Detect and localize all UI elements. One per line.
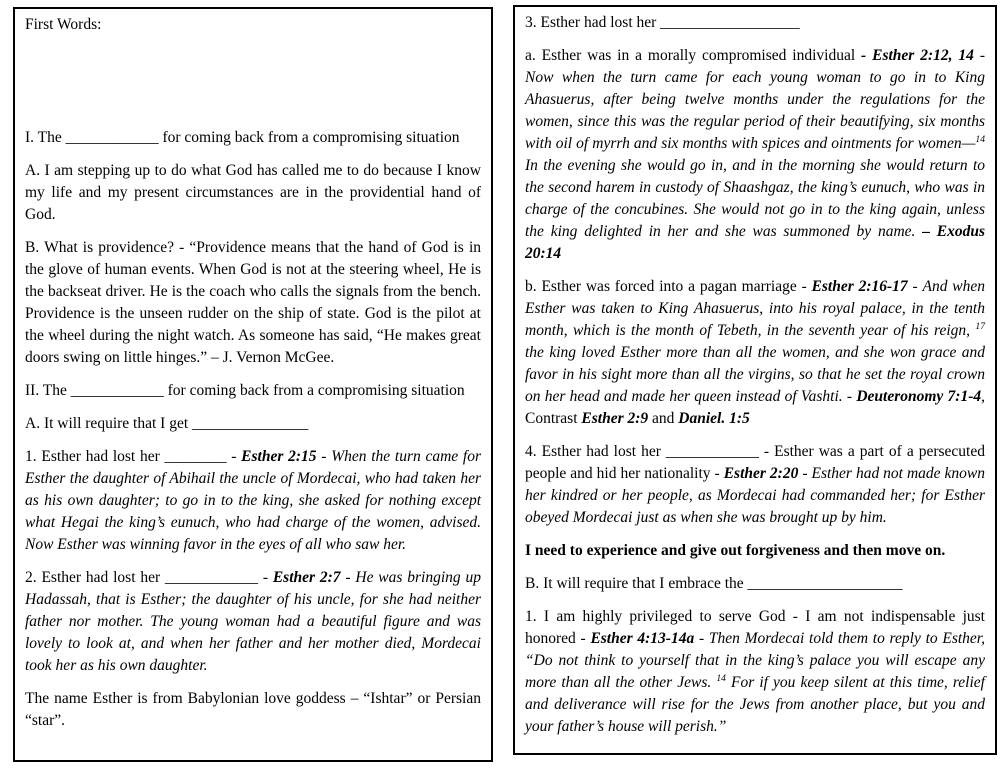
esther-name-note-run-0: The name Esther is from Babylonian love goddess – “Ishtar” or Persian “star”. — [25, 690, 481, 729]
sub-item-b-esther-2-16-17-run-0: b. Esther was forced into a pagan marriage - — [525, 278, 812, 295]
right-column — [513, 5, 997, 755]
top-spacer — [25, 47, 481, 127]
sub-item-a-esther-2-12-14-run-2: - — [973, 47, 985, 64]
list-item-2-esther-2-7-run-0: 2. Esther had lost her ____________ - — [25, 569, 273, 586]
sub-item-b-esther-2-16-17 — [525, 276, 985, 430]
list-item-2-esther-2-7 — [25, 567, 481, 677]
list-item-1-esther-4-13-14a-run-5: For if you keep silent at this time, relief and deliverance will rise for the Jews from another place, but you and your father’s house will perish.” — [525, 674, 985, 735]
sub-item-a-esther-2-12-14-run-1: - Esther 2:12, 14 — [861, 47, 974, 64]
sub-item-b-esther-2-16-17-run-3: And when Esther was taken to King Ahasuerus, into his royal palace, in the tenth month, which is the month of Tebeth, in the seventh year of his reign, — [525, 278, 985, 339]
sub-item-a-esther-2-12-14-run-4: 14 — [975, 133, 985, 145]
sub-item-b-esther-2-16-17-run-6: Deuteronomy 7:1-4 — [856, 388, 982, 405]
forgiveness-statement — [525, 540, 985, 562]
list-item-4-esther-2-20-run-3: Esther had not made known her kindred or her people, as Mordecai had commanded her; for Esther obeyed Mordecai just as when she was brought up by him. — [525, 465, 986, 526]
list-item-1-esther-2-15-run-2: - — [316, 448, 332, 465]
sub-item-a-esther-2-12-14-run-5: In the evening she would go in, and in the morning she would return to the second harem in custody of Shaashgaz, the king’s eunuch, who was in charge of the concubines. She would not go in to the king again, unless the king delighted in her and she was summoned by name. — [525, 157, 985, 240]
list-item-4-esther-2-20-run-0: 4. Esther had lost her ____________ - Esther was a part of a persecuted people and hid her nationality - — [525, 443, 985, 482]
list-item-4-esther-2-20-run-1: Esther 2:20 — [723, 465, 799, 482]
sub-item-b-esther-2-16-17-run-8: Esther 2:9 — [581, 410, 649, 427]
section-heading-3 — [525, 12, 985, 34]
list-item-1-esther-2-15-run-3: When the turn came for Esther the daughter of Abihail the uncle of Mordecai, who had taken her as his own daughter; to go in to the king, she asked for nothing except what Hegai the king’s eunuch, who had charge of the women, advised. Now Esther was winning favor in the eyes of all who saw her. — [25, 448, 482, 553]
list-item-2-esther-2-7-run-2: - — [340, 569, 356, 586]
point-b-providence-quote — [25, 237, 481, 369]
forgiveness-statement-run-0: I need to experience and give out forgiveness and then move on. — [525, 542, 946, 559]
sub-item-b-esther-2-16-17-run-7: , Contrast — [525, 388, 985, 427]
sub-item-b-esther-2-16-17-run-1: Esther 2:16-17 — [811, 278, 908, 295]
left-column — [13, 7, 493, 762]
list-item-1-esther-4-13-14a — [525, 606, 985, 738]
sub-item-b-esther-2-16-17-run-9: and — [648, 410, 679, 427]
point-a-requirement-run-0: A. It will require that I get _______________ — [25, 415, 309, 432]
section-heading-1-run-0: I. The ____________ for coming back from a compromising situation — [25, 129, 460, 146]
first-words-label-run-0: First Words: — [25, 16, 102, 33]
list-item-2-esther-2-7-run-1: Esther 2:7 — [272, 569, 341, 586]
list-item-1-esther-4-13-14a-run-4: 14 — [716, 672, 726, 684]
list-item-4-esther-2-20 — [525, 441, 985, 529]
list-item-1-esther-4-13-14a-run-1: Esther 4:13-14a — [590, 630, 695, 647]
sub-item-b-esther-2-16-17-run-2: - — [907, 278, 923, 295]
list-item-1-esther-2-15 — [25, 446, 481, 556]
list-item-2-esther-2-7-run-3: He was bringing up Hadassah, that is Esther; the daughter of his uncle, for she had neither father nor mother. The young woman had a beautiful figure and was lovely to look at, and when her father and her mother died, Mordecai took her as his own daughter. — [25, 569, 481, 674]
list-item-1-esther-2-15-run-1: Esther 2:15 — [241, 448, 317, 465]
sub-item-a-esther-2-12-14 — [525, 45, 985, 265]
sub-item-b-esther-2-16-17-run-10: Daniel. 1:5 — [678, 410, 750, 427]
point-b-embrace — [525, 573, 985, 595]
section-heading-3-run-0: 3. Esther had lost her __________________ — [525, 14, 800, 31]
first-words-label — [25, 14, 481, 36]
section-heading-2-run-0: II. The ____________ for coming back from a compromising situation — [25, 382, 465, 399]
sub-item-b-esther-2-16-17-run-4: 17 — [975, 320, 985, 332]
sub-item-a-esther-2-12-14-run-0: a. Esther was in a morally compromised individual — [525, 47, 862, 64]
list-item-1-esther-2-15-run-0: 1. Esther had lost her ________ - — [25, 448, 242, 465]
point-a-providence — [25, 160, 481, 226]
sub-item-a-esther-2-12-14-run-6: – Exodus 20:14 — [525, 223, 985, 262]
sub-item-a-esther-2-12-14-run-3: Now when the turn came for each young woman to go in to King Ahasuerus, after being twelve months under the regulations for the women, since this was the regular period of their beautifying, six months with oil of myrrh and six months with spices and ointments for women— — [525, 69, 985, 152]
sub-item-b-esther-2-16-17-run-5: the king loved Esther more than all the women, and she won grace and favor in his sight more than all the virgins, so that he set the royal crown on her head and made her queen instead of Vashti. - — [525, 344, 985, 405]
esther-name-note — [25, 688, 481, 732]
point-b-providence-quote-run-0: B. What is providence? - “Providence means that the hand of God is in the glove of human events. When God is not at the steering wheel, He is the backseat driver. He is the coach who calls the signals from the bench. Providence is the unseen rudder on the ship of state. God is the pilot at the wheel during the night watch. As someone has said, “He makes great doors swing on little hinges.” – J. Vernon McGee. — [25, 239, 481, 366]
section-heading-1 — [25, 127, 481, 149]
list-item-1-esther-4-13-14a-run-2: - — [694, 630, 709, 647]
section-heading-2 — [25, 380, 481, 402]
list-item-1-esther-4-13-14a-run-0: 1. I am highly privileged to serve God - I am not indispensable just honored - — [525, 608, 985, 647]
point-a-providence-run-0: A. I am stepping up to do what God has called me to do because I know my life and my present circumstances are in the providential hand of God. — [25, 162, 481, 223]
point-b-embrace-run-0: B. It will require that I embrace the ____________________ — [525, 575, 903, 592]
list-item-4-esther-2-20-run-2: - — [798, 465, 812, 482]
point-a-requirement — [25, 413, 481, 435]
list-item-1-esther-4-13-14a-run-3: Then Mordecai told them to reply to Esther, “Do not think to yourself that in the king’s palace you will escape any more than all the other Jews. — [525, 630, 985, 691]
